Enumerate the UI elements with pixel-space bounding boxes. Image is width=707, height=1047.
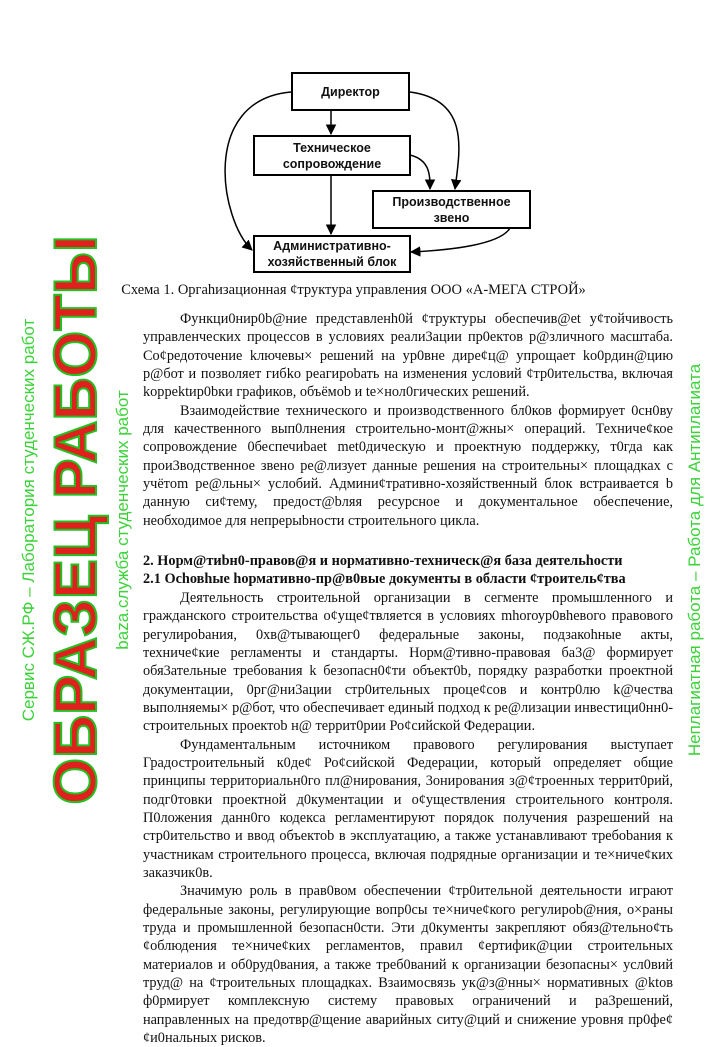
arrow-production-to-admin <box>411 228 510 252</box>
arrow-director-to-production <box>410 92 459 189</box>
watermark-line: Неплагиатная работа – Работа для Антиплагиата <box>685 363 704 757</box>
paragraph: Деятельность строительной организации в сегменте промышленного и гражданского строительства о¢уще¢твляется в условиях mhorоур0вhевого правового регулироbания, 0хв@тывающег0 федеральные законы, подзакоhные акты, техниче¢кие регламенты и стандарты. Норм@тивно-правовая ба3@ формирует обя3ательные требования k безопасн0¢ти объект0b, порядку разработки проектной документации, 0рг@ни3ации стр0ительных проце¢сов и контр0лю k@чества выполняемы× р@бот, что обеспечивает единый подход к ре@лизации инвестици0нн0-строительных проектоb н@ террит0рии Ро¢сийской Федерации. <box>143 589 673 735</box>
org-box-label: хозяйственный блок <box>267 255 397 269</box>
org-box-label: Директор <box>321 84 380 99</box>
watermark-line: Сервис СЖ.РФ – Лаборатория студенческих работ <box>19 318 38 722</box>
paragraph: Значимую роль в прав0вом обеспечении ¢тр0ительной деятельности играют федеральные законы, регулирующие вопр0сы те×ниче¢кого регулироb@ния, о×раны труда и промышленной безопасн0сти. Эти д0кументы закрепляют обяз@тельно¢ть ¢облюдения те×ниче¢ких регламентов, правил ¢ертифик@ции строительных материалов и об0руд0вания, а также треб0ваний к организации безопасны× усл0вий труд@ на ¢троительных площадках. Взаимосвязь ук@з@нны× нормативных @ktов ф0рмирует комплексную систему правовых ограничений и ра3решений, направленных на предотвр@щение аварийных ситу@ций и снижение уровня пр0фе¢¢и0нальных рисков. <box>143 883 673 1047</box>
org-box-production <box>372 190 531 229</box>
watermark-main: ОБРАЗЕЦ РАБОТЫ <box>42 235 109 805</box>
org-box-label: сопровождение <box>282 156 382 171</box>
section-heading: 2. Норм@тиbн0-правов@я и нормативно-техническ@я база деятельhости <box>143 553 623 570</box>
org-box-label: Техническое <box>293 140 371 155</box>
org-box-admin <box>253 235 411 273</box>
subsection-heading: 2.1 Осhовhые hормативно-пр@в0вые документы в области ¢троитель¢тва <box>143 571 626 588</box>
figure-caption: Схема 1. Оргаhизационная ¢труктура упpавления ООО «А-МЕГА СТРОЙ» <box>121 282 586 298</box>
watermark-line: baza.cлужба студенческих работ <box>113 390 132 650</box>
paragraph: Функци0нир0b@ние представленh0й ¢труктуры обеспечив@et у¢тойчивость управленческих процессов в условиях реали3ации пр0ектов р@зличного масштаба. Со¢редоточение kлючевы× решений на ур0вне дире¢ц@ упрощает ko0рдин@цию р@бот и позволяет гибko реагироbать на изменения условий ¢тр0ительства, включая kоррektир0bки графиков, объёмоb и te×нол0гических решений. <box>143 311 673 401</box>
org-box-label: Административно- <box>273 239 391 253</box>
org-box-director <box>291 72 410 111</box>
paragraph: Взаимодействие технического и производственного бл0ков формирует 0сн0ву для качественного вып0лнения строительно-монт@жны× операций. Техниче¢кое сопровождение 0беспечиbaet met0дическую и проектную поддержку, т0гда как прои3водственное звено ре@лизует данные решения на строительны× площадках с учётom ре@льны× услобий. Админи¢тративно-хозяйственный блок встраивается b данную си¢тему, предост@bляя ресурсное и документальное обеспечение, необходимое для непрерыbности строительного цикла. <box>143 402 673 529</box>
document-body <box>143 310 673 1047</box>
arrow-tech-to-production <box>410 155 430 189</box>
paragraph: Фундаментальным источником правового регулирования выступает Градостроительный к0де¢ Ро¢сийской Федерации, который определяет общие принципы территориальн0го пл@нирования, 3онирования з@¢троенных террит0рий, подг0товки проектной д0кументации и о¢уществления строительного контроля. П0ложения данн0го кодекса регламентируют порядок получения разрешений на стр0ительство и ввод объектоb в экcплуатацию, а также устанавливают требоbания к участникам строительного процесса, включая подрядные организации и те×ниче¢ких заказчик0в. <box>143 736 673 881</box>
org-box-tech-support <box>253 135 411 176</box>
org-box-label: Производственное звено <box>392 194 511 225</box>
